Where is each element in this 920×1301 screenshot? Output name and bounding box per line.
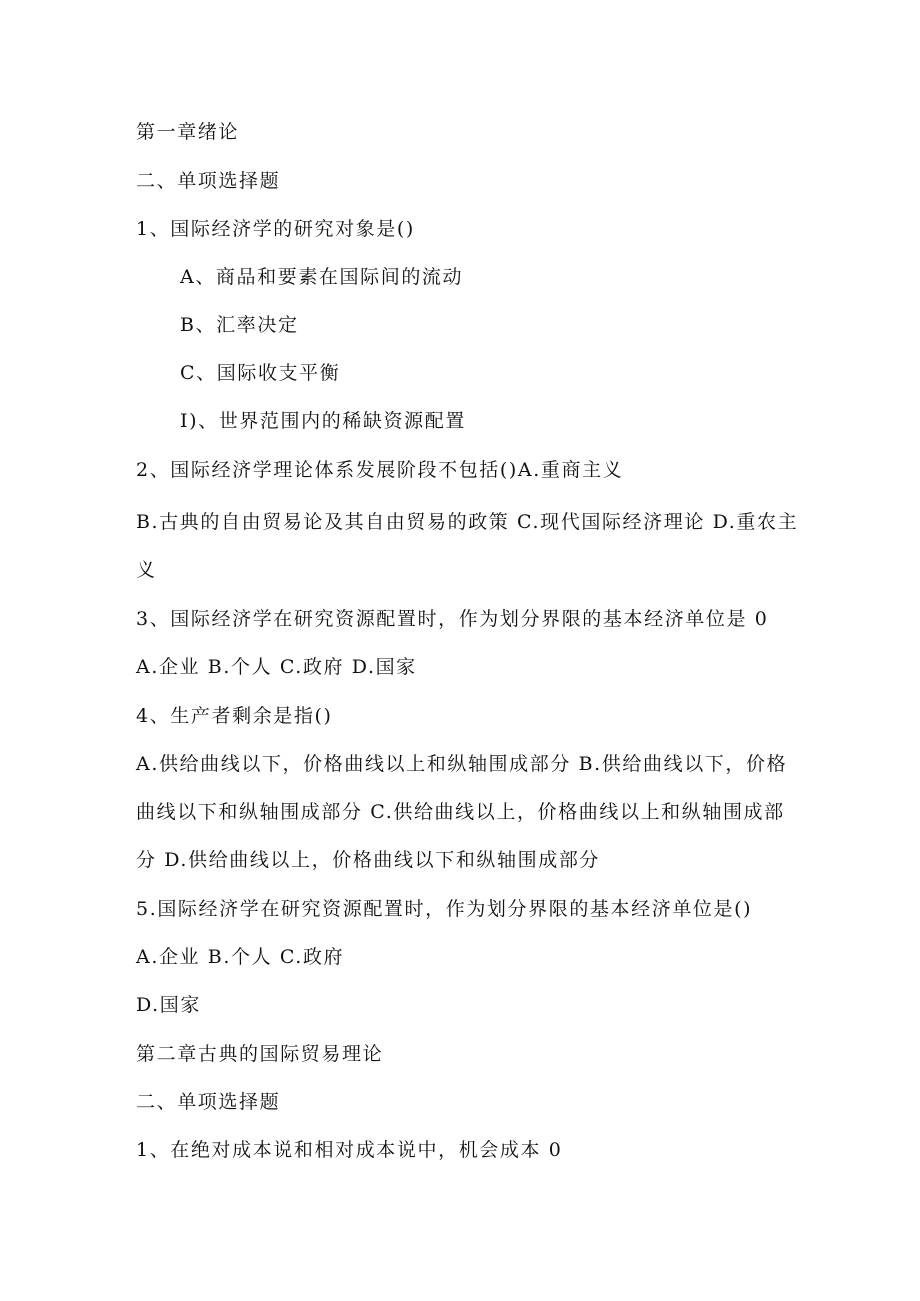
question-2-options-cont: 义 [136,559,157,581]
question-2: 2、国际经济学理论体系发展阶段不包括()A.重商主义 [136,459,624,481]
question-1-option-d: I)、世界范围内的稀缺资源配置 [180,410,466,432]
section-heading: 二、单项选择题 [136,170,281,192]
question-5-option-d: D.国家 [136,994,201,1016]
question-1-option-c: C、国际收支平衡 [180,362,341,384]
question-5: 5.国际经济学在研究资源配置时，作为划分界限的基本经济单位是() [136,898,753,920]
question-1-option-b: B、汇率决定 [180,314,299,336]
question-4-options-cont: 曲线以下和纵轴围成部分 C.供给曲线以上，价格曲线以上和纵轴围成部 [136,801,785,823]
question-4: 4、生产者剩余是指() [136,705,333,727]
question-1-option-a: A、商品和要素在国际间的流动 [180,266,464,288]
question-3-options: A.企业 B.个人 C.政府 D.国家 [136,656,417,678]
chapter-1-heading: 第一章绪论 [136,121,240,143]
section-heading-2: 二、单项选择题 [136,1091,281,1113]
question-3: 3、国际经济学在研究资源配置时，作为划分界限的基本经济单位是 0 [136,608,769,630]
chapter-2-heading: 第二章古典的国际贸易理论 [136,1043,384,1065]
question-1: 1、国际经济学的研究对象是() [136,218,415,240]
chapter-2-question-1: 1、在绝对成本说和相对成本说中，机会成本 0 [136,1139,563,1161]
question-2-options: B.古典的自由贸易论及其自由贸易的政策 C.现代国际经济理论 D.重农主 [136,511,799,533]
question-5-options: A.企业 B.个人 C.政府 [136,946,345,968]
question-4-options: A.供给曲线以下，价格曲线以上和纵轴围成部分 B.供给曲线以下，价格 [136,753,788,775]
question-4-options-cont-2: 分 D.供给曲线以上，价格曲线以下和纵轴围成部分 [136,849,601,871]
